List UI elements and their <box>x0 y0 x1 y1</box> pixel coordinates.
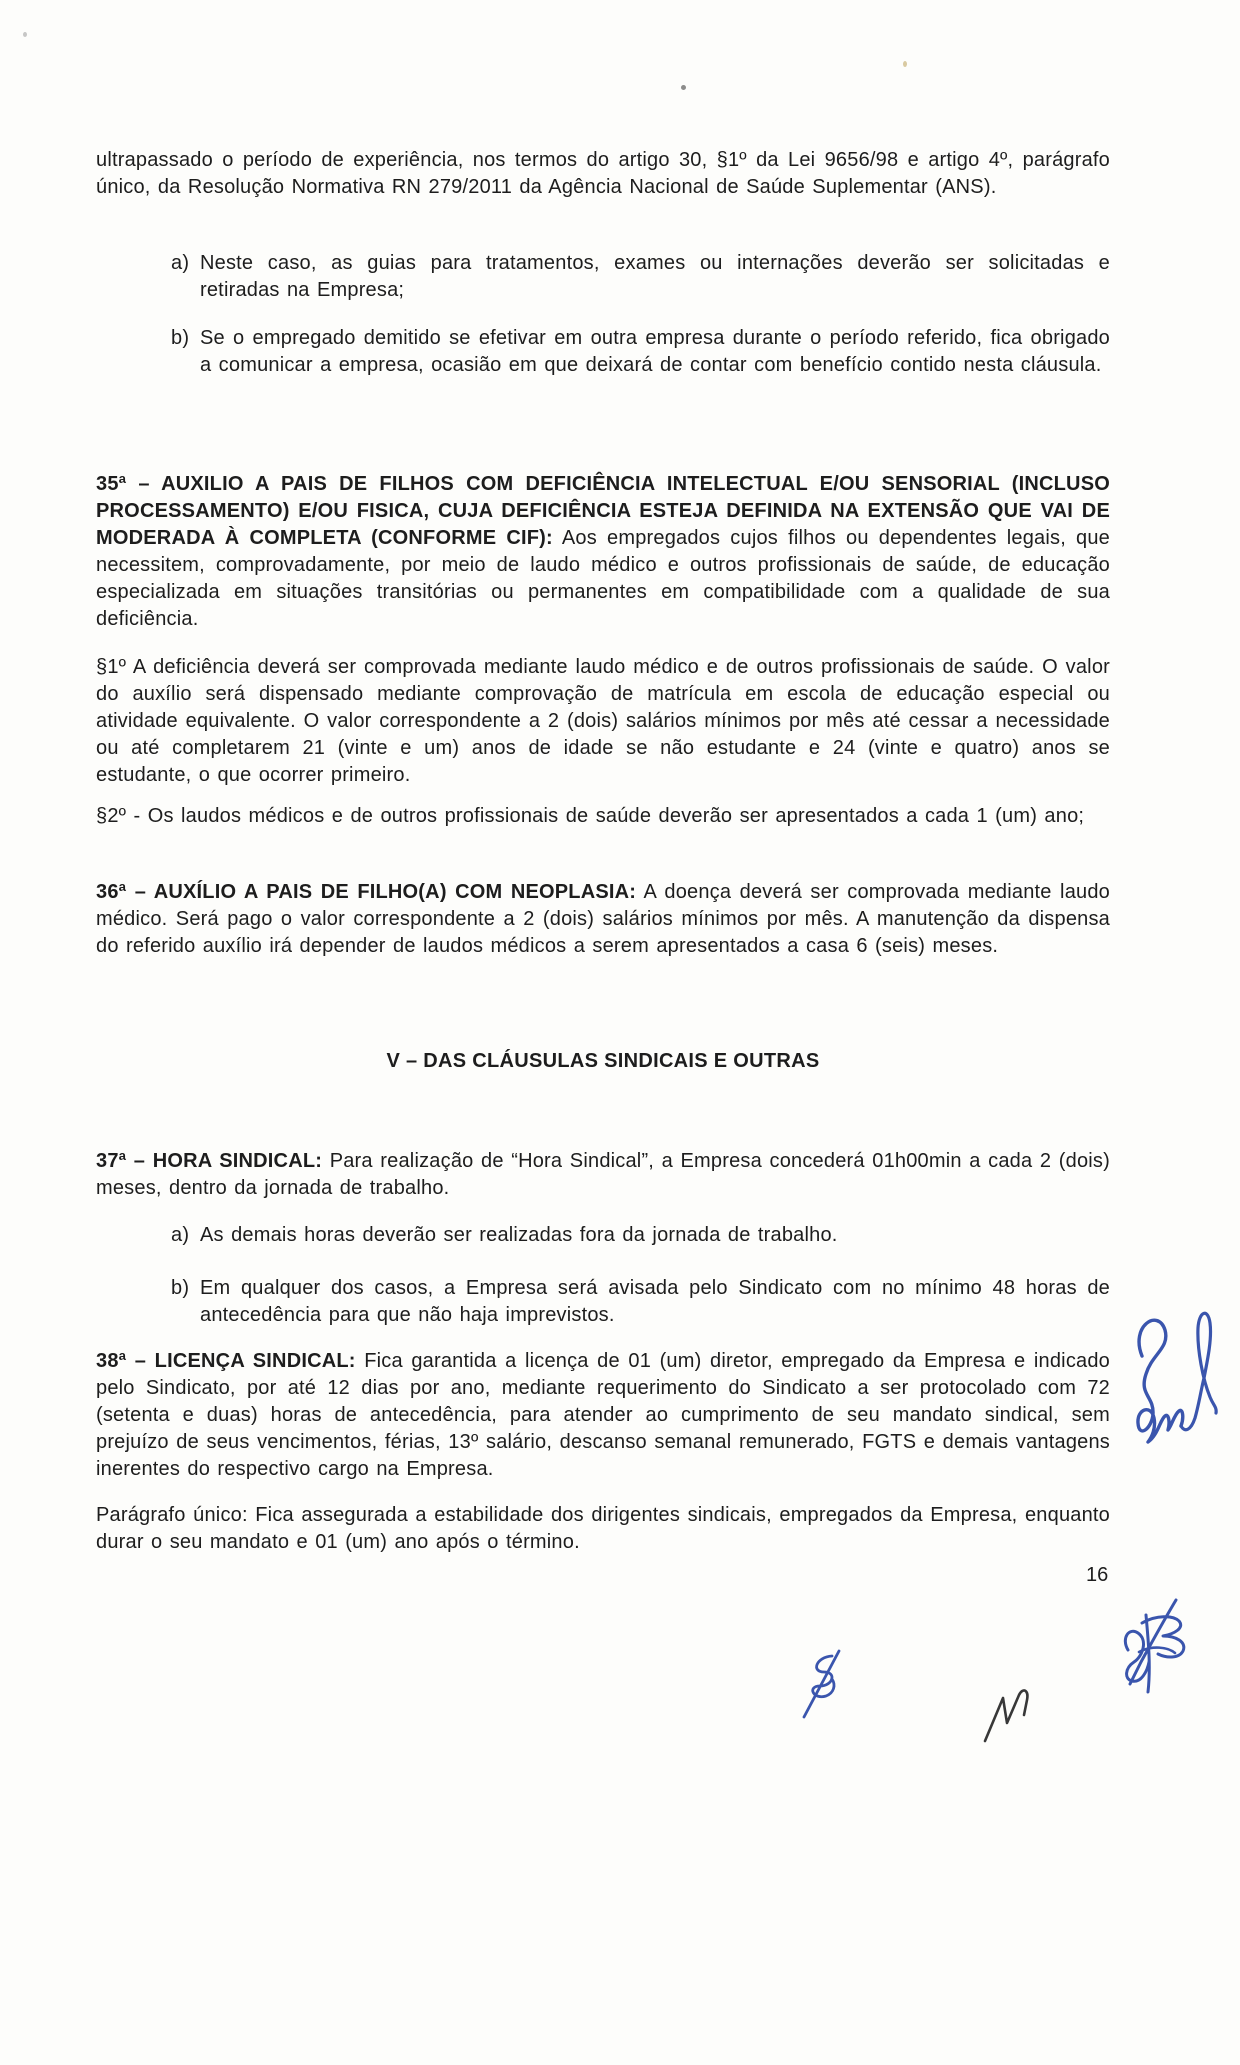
scan-speck <box>903 61 907 67</box>
scan-speck <box>681 85 686 90</box>
signature-mark-bottom-right <box>1112 1590 1208 1702</box>
clause-35-paragraph-2: §2º - Os laudos médicos e de outros profissionais de saúde deverão ser apresentados a cada 1 (um) ano; <box>96 805 1085 827</box>
list-marker: a) <box>171 1224 190 1246</box>
list-item-a2 <box>171 1222 1110 1249</box>
clause-36-heading: 36ª – AUXÍLIO A PAIS DE FILHO(A) COM NEOPLASIA: <box>96 881 637 903</box>
page-number: 16 <box>1086 1564 1109 1586</box>
list-item-text: Se o empregado demitido se efetivar em outra empresa durante o período referido, fica obrigado a comunicar a empresa, ocasião em que deixará de contar com benefício contido nesta cláusula. <box>200 327 1110 376</box>
list-marker: b) <box>171 327 190 349</box>
paragraph-intro: ultrapassado o período de experiência, nos termos do artigo 30, §1º da Lei 9656/98 e artigo 4º, parágrafo único, da Resolução Normativa RN 279/2011 da Agência Nacional de Saúde Suplementar (ANS). <box>96 149 1110 198</box>
clause-38-paragraph <box>96 1348 1110 1483</box>
list-marker: a) <box>171 252 190 274</box>
clause-37-heading: 37ª – HORA SINDICAL: <box>96 1150 323 1172</box>
clause-35-heading: 35ª – AUXILIO A PAIS DE FILHOS COM DEFICIÊNCIA INTELECTUAL E/OU SENSORIAL (INCLUSO PROCESSAMENTO) E/OU FISICA, CUJA DEFICIÊNCIA ESTEJA DEFINIDA NA EXTENSÃO QUE VAI DE MODERADA À COMPLETA (CONFORME CIF): <box>96 473 1110 549</box>
clause-36-paragraph <box>96 879 1110 960</box>
section-v-heading: V – DAS CLÁUSULAS SINDICAIS E OUTRAS <box>386 1050 820 1072</box>
clause-35-body: Aos empregados cujos filhos ou dependentes legais, que necessitem, comprovadamente, por meio de laudo médico e outros profissionais de saúde, de educação especializada em situações transitórias ou permanentes em compatibilidade com a qualidade de sua deficiência. <box>96 527 1111 630</box>
list-item-text: Neste caso, as guias para tratamentos, exames ou internações deverão ser solicitadas e retiradas na Empresa; <box>200 252 1110 301</box>
list-item-a <box>171 250 1110 304</box>
clause-35-paragraph <box>96 471 1110 633</box>
signature-mark-small <box>798 1646 846 1724</box>
clause-38-heading: 38ª – LICENÇA SINDICAL: <box>96 1350 356 1372</box>
clause-37-paragraph <box>96 1148 1110 1202</box>
pen-mark-m <box>980 1686 1040 1750</box>
scan-speck <box>23 32 27 37</box>
list-item-b <box>171 325 1110 379</box>
clause-38-body: Fica garantida a licença de 01 (um) diretor, empregado da Empresa e indicado pelo Sindicato, por até 12 dias por ano, mediante requerimento do Sindicato a ser protocolado com 72 (setenta e duas) horas de antecedência, para atender ao cumprimento de seu mandato sindical, sem prejuízo de seus vencimentos, férias, 13º salário, descanso semanal remunerado, FGTS e demais vantagens inerentes do respectivo cargo na Empresa. <box>96 1350 1110 1480</box>
list-item-text: As demais horas deverão ser realizadas fora da jornada de trabalho. <box>200 1224 838 1246</box>
list-item-b2 <box>171 1275 1110 1329</box>
signature-mark-top-right <box>1108 1292 1220 1452</box>
clause-36-body: A doença deverá ser comprovada mediante laudo médico. Será pago o valor correspondente a 2 (dois) salários mínimos por mês. A manutenção da dispensa do referido auxílio irá depender de laudos médicos a serem apresentados a casa 6 (seis) meses. <box>96 881 1110 957</box>
paragraph-unico: Parágrafo único: Fica assegurada a estabilidade dos dirigentes sindicais, empregados da Empresa, enquanto durar o seu mandato e 01 (um) ano após o término. <box>96 1504 1110 1553</box>
clause-37-body: Para realização de “Hora Sindical”, a Empresa concederá 01h00min a cada 2 (dois) meses, dentro da jornada de trabalho. <box>96 1150 1110 1199</box>
list-marker: b) <box>171 1277 190 1299</box>
clause-35-paragraph-1: §1º A deficiência deverá ser comprovada mediante laudo médico e de outros profissionais de saúde. O valor do auxílio será dispensado mediante comprovação de matrícula em escola de educação especial ou atividade equivalente. O valor correspondente a 2 (dois) salários mínimos por mês até cessar a necessidade ou até completarem 21 (vinte e um) anos de idade se não estudante e 24 (vinte e quatro) anos se estudante, o que ocorrer primeiro. <box>96 656 1110 786</box>
list-item-text: Em qualquer dos casos, a Empresa será avisada pelo Sindicato com no mínimo 48 horas de antecedência para que não haja imprevistos. <box>200 1277 1110 1326</box>
